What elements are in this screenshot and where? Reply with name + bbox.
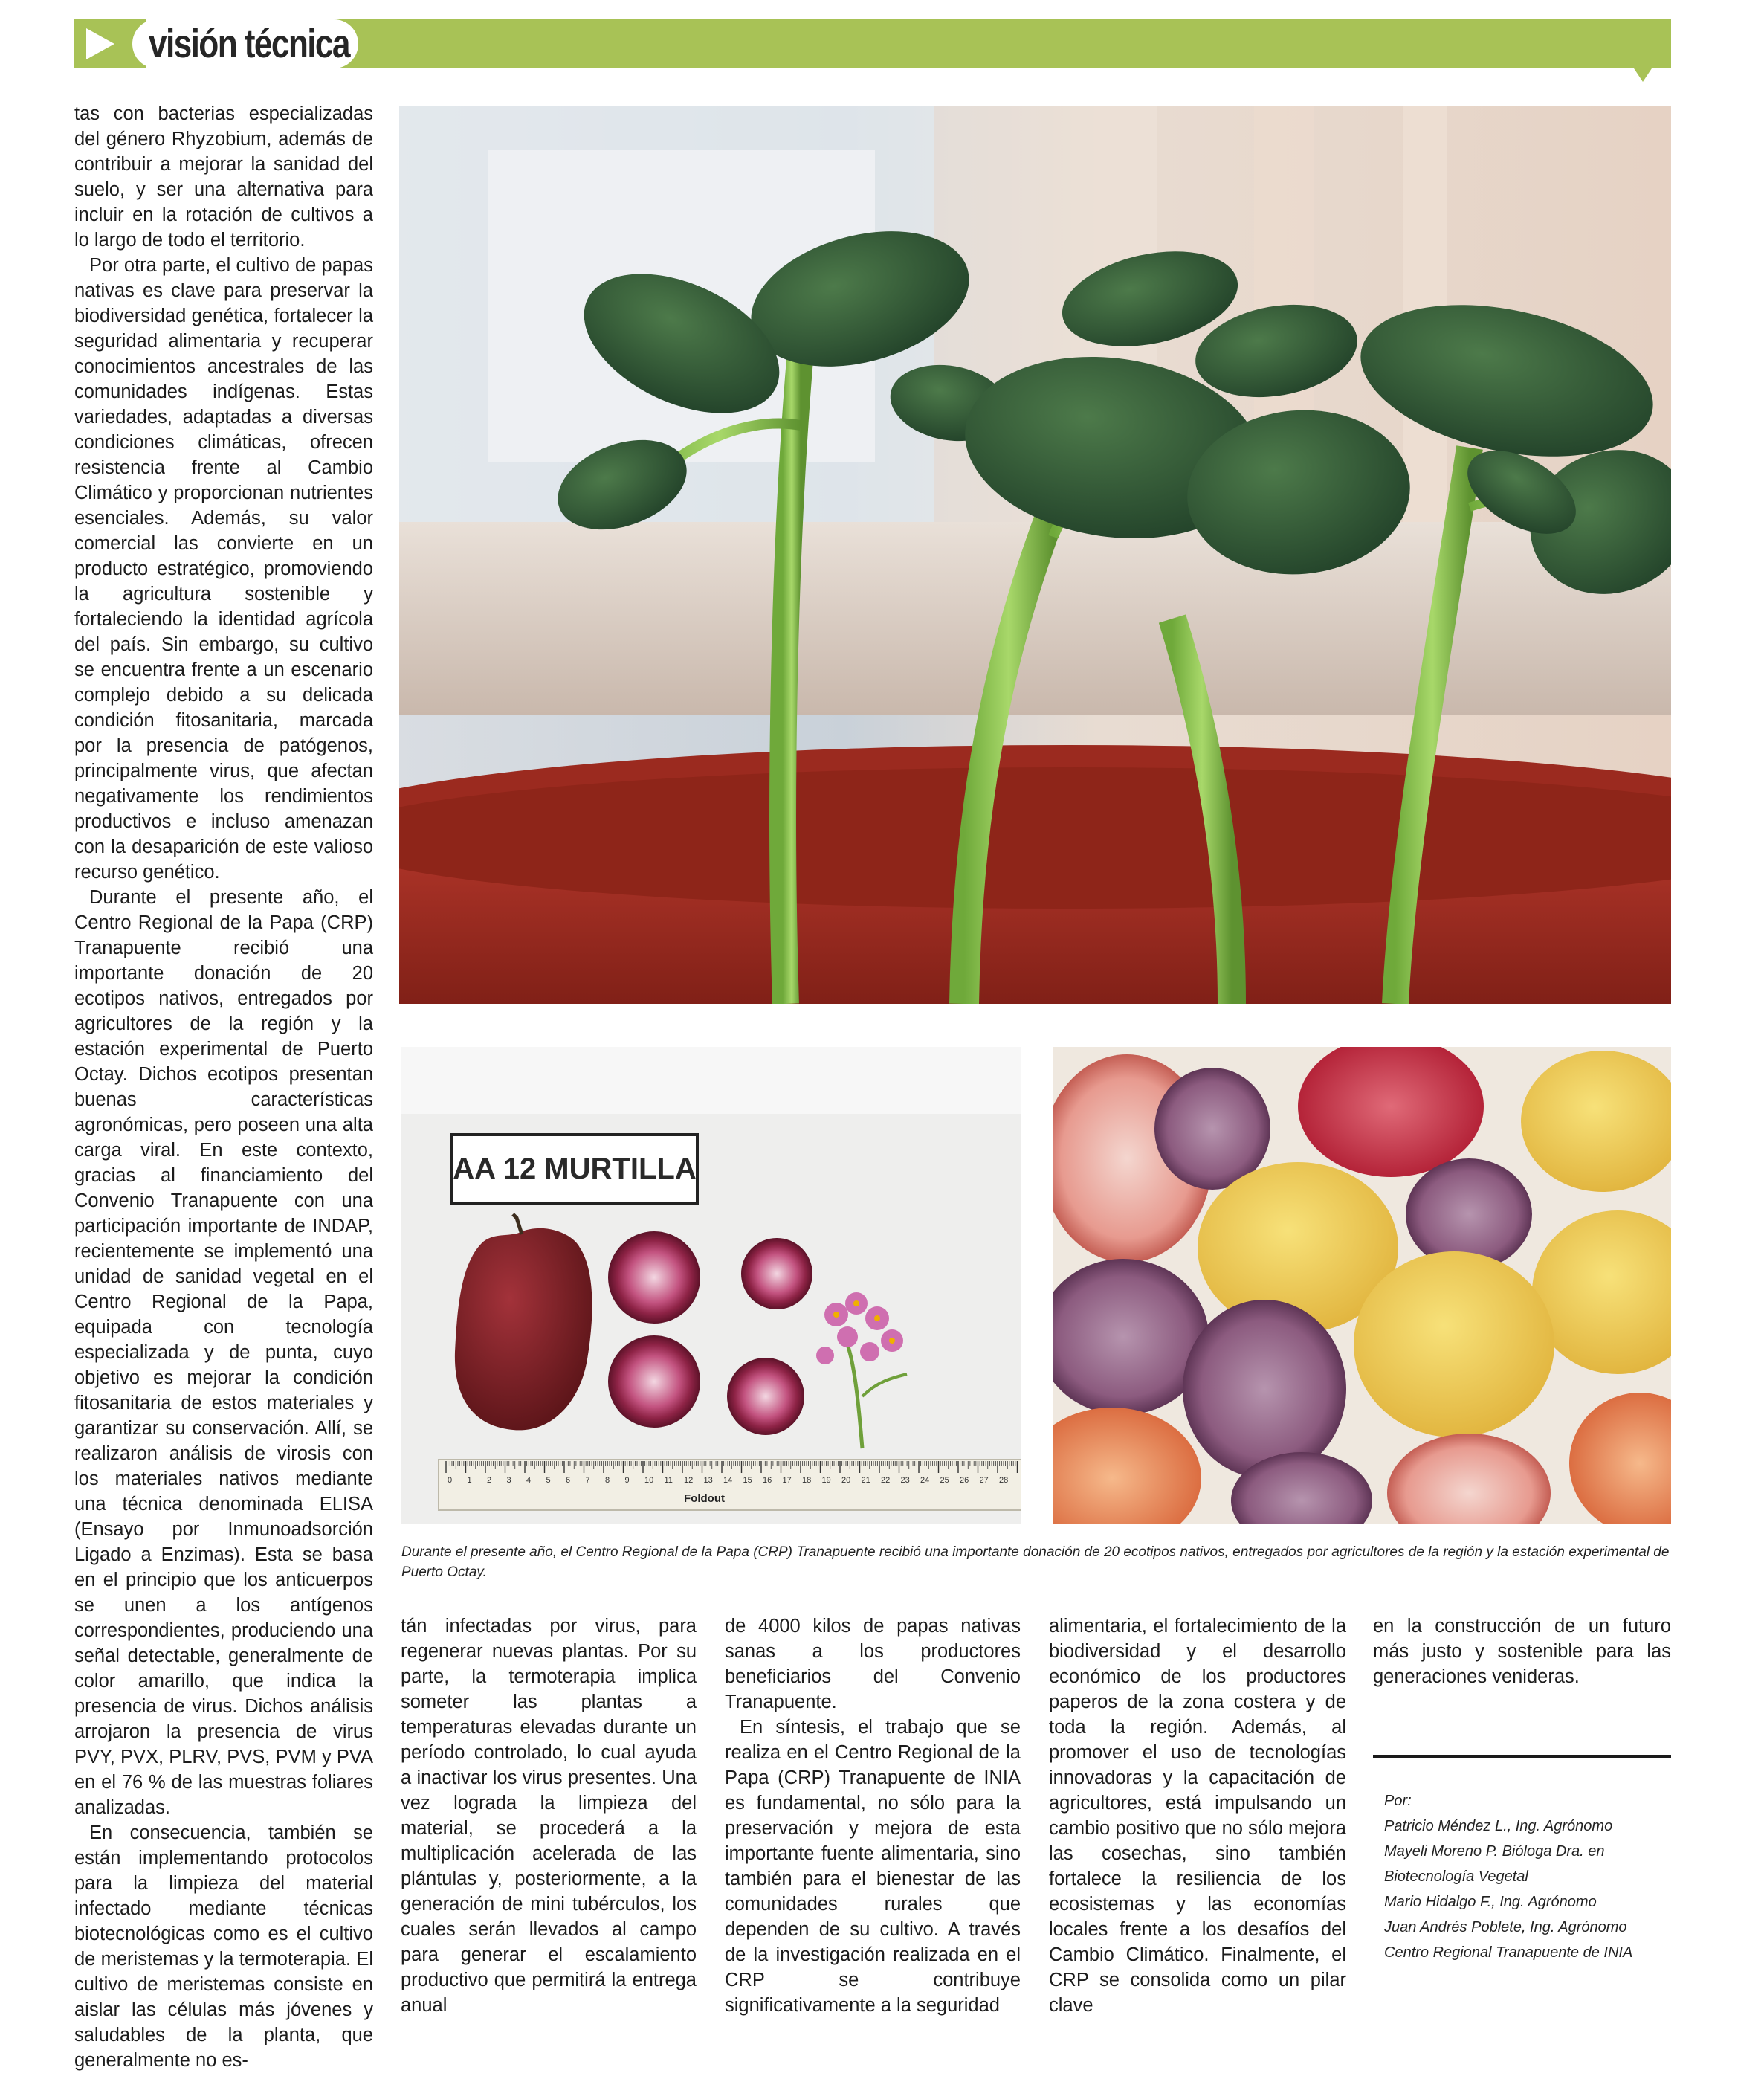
paragraph: tas con bacterias especializadas del género Rhyzobium, además de contribuir a mejorar la sanidad del suelo, y ser una alternativa para incluir en la rotación de cultivos a lo largo de todo el territorio. bbox=[74, 103, 373, 251]
ruler-number: 26 bbox=[960, 1476, 969, 1485]
ruler-number: 27 bbox=[979, 1476, 989, 1485]
ruler-number: 15 bbox=[743, 1476, 752, 1485]
credit-line: Patricio Méndez L., Ing. Agrónomo bbox=[1384, 1818, 1613, 1834]
paragraph: tán infectadas por virus, para regenerar nuevas plantas. Por su parte, la termoterapia implica someter las plantas a temperaturas elevadas durante un período controlado, lo cual ayuda a inactivar los virus presentes. Una vez lograda la limpieza del material, se procederá a la multiplicación acelerada de las plántulas y, posteriormente, a la generación de mini tubérculos, los cuales serán llevados al campo para generar el escalamiento productivo que permitirá la entrega anual bbox=[401, 1616, 697, 2016]
photo-caption: Durante el presente año, el Centro Regional de la Papa (CRP) Tranapuente recibió una importante donación de 20 ecotipos nativos, entregados por agricultores de la región y la estación experimental de Puerto Octay. bbox=[401, 1544, 1670, 1580]
ruler-number: 17 bbox=[782, 1476, 792, 1485]
ruler-number: 25 bbox=[940, 1476, 949, 1485]
credit-line: Mario Hidalgo F., Ing. Agrónomo bbox=[1384, 1894, 1597, 1910]
ruler-number: 4 bbox=[526, 1476, 532, 1485]
credit-line: Biotecnología Vegetal bbox=[1384, 1869, 1528, 1885]
section-title: visión técnica bbox=[149, 22, 349, 66]
paragraph: alimentaria, el fortalecimiento de la biodiversidad y el desarrollo económico de los productores paperos de la zona costera y de toda la región. Además, al promover el uso de tecnologías innovadoras y la capacitación de agricultores, está impulsando un cambio positivo que no sólo mejora las cosechas, sino también fortalece la resiliencia de los ecosistemas y las economías locales frente a los desafíos del Cambio Climático. Finalmente, el CRP se consolida como un pilar clave bbox=[1049, 1616, 1346, 2016]
ruler-number: 20 bbox=[841, 1476, 851, 1485]
ruler-number: 13 bbox=[703, 1476, 713, 1485]
credits-divider bbox=[1373, 1755, 1671, 1758]
ruler-number: 19 bbox=[821, 1476, 831, 1485]
photo-murtilla-variety bbox=[401, 1047, 1021, 1524]
paragraph: En consecuencia, también se están implementando protocolos para la limpieza del material infectado mediante técnicas biotecnológicas como es el cultivo de meristemas y la termoterapia. El cultivo de meristemas consiste en aislar las células más jóvenes y saludables de la planta, que generalmente no es- bbox=[74, 1822, 373, 2071]
credit-line: Juan Andrés Poblete, Ing. Agrónomo bbox=[1384, 1919, 1627, 1935]
paragraph: en la construcción de un futuro más justo y sostenible para las generaciones venideras. bbox=[1373, 1616, 1671, 1687]
photo-potato-slices bbox=[1053, 1047, 1671, 1524]
article-column-5 bbox=[1373, 1613, 1671, 1689]
credit-line: Centro Regional Tranapuente de INIA bbox=[1384, 1944, 1633, 1961]
paragraph: Por otra parte, el cultivo de papas nativas es clave para preservar la biodiversidad genética, fortalecer la seguridad alimentaria y recuperar conocimientos ancestrales de las comunidades indígenas. Estas variedades, adaptadas a diversas condiciones climáticas, ofrecen resistencia frente al Cambio Climático y proporcionan nutrientes esenciales. Además, su valor comercial las convierte en un producto estratégico, promoviendo la agricultura sostenible y fortaleciendo la identidad agrícola del país. Sin embargo, su cultivo se encuentra frente a un escenario complejo debido a su delicada condición fitosanitaria, marcada por la presencia de patógenos, principalmente virus, que afectan negativamente los rendimientos productivos e incluso amenazan con la desaparición de este valioso recurso genético. bbox=[74, 255, 373, 883]
ruler-number: 8 bbox=[605, 1476, 610, 1485]
ruler-number: 6 bbox=[566, 1476, 571, 1485]
ruler-number: 11 bbox=[664, 1476, 673, 1485]
credit-line: Mayeli Moreno P. Bióloga Dra. en bbox=[1384, 1843, 1605, 1860]
ruler-number: 3 bbox=[506, 1476, 511, 1485]
ruler-brand: Foldout bbox=[684, 1492, 725, 1505]
paragraph: Durante el presente año, el Centro Regional de la Papa (CRP) Tranapuente recibió una importante donación de 20 ecotipos nativos, entregados por agricultores de la región y la estación experimental de Puerto Octay. Dichos ecotipos presentan buenas características agronómicas, pero poseen una alta carga viral. En este contexto, gracias al financiamiento del Convenio Tranapuente con una participación importante de INDAP, recientemente se implementó una unidad de sanidad vegetal en el Centro Regional de la Papa, equipada con tecnología especializada y de punta, cuyo objetivo es mejorar la condición fitosanitaria de estos materiales y garantizar su conservación. Allí, se realizaron análisis de virosis con los materiales nativos mediante una técnica denominada ELISA (Ensayo por Inmunoadsorción Ligado a Enzimas). Esta se basa en el principio que los anticuerpos se unen a los antígenos correspondientes, produciendo una señal detectable, generalmente de color amarillo, que indica la presencia de virus. Dichos análisis arrojaron la presencia de virus PVY, PVX, PLRV, PVS, PVM y PVA en el 76 % de las muestras foliares analizadas. bbox=[74, 887, 373, 1818]
ruler-number: 0 bbox=[448, 1476, 453, 1485]
variety-label: AA 12 MURTILLA bbox=[453, 1152, 697, 1185]
hero-photo-seedlings bbox=[399, 106, 1671, 1004]
ruler-number: 2 bbox=[487, 1476, 492, 1485]
article-column-1 bbox=[74, 101, 373, 2073]
ruler-number: 21 bbox=[861, 1476, 870, 1485]
ruler-number: 14 bbox=[723, 1476, 733, 1485]
ruler-number: 18 bbox=[802, 1476, 812, 1485]
ruler-number: 5 bbox=[546, 1476, 551, 1485]
article-column-2 bbox=[401, 1613, 697, 2018]
paragraph: de 4000 kilos de papas nativas sanas a los productores beneficiarios del Convenio Tranapuente. bbox=[725, 1616, 1021, 1712]
ruler-number: 12 bbox=[684, 1476, 694, 1485]
ruler-number: 24 bbox=[920, 1476, 930, 1485]
ruler-number: 9 bbox=[624, 1476, 630, 1485]
article-column-3 bbox=[725, 1613, 1021, 2018]
ruler-number: 10 bbox=[644, 1476, 654, 1485]
article-column-4 bbox=[1049, 1613, 1346, 2018]
ruler-number: 23 bbox=[900, 1476, 910, 1485]
murtilla-scene bbox=[401, 1047, 1021, 1524]
paragraph: En síntesis, el trabajo que se realiza en el Centro Regional de la Papa (CRP) Tranapuente de INIA es fundamental, no sólo para la preservación y mejora de esta importante fuente alimentaria, sino también para el bienestar de las comunidades rurales que dependen de su cultivo. A través de la investigación realizada en el CRP se contribuye significativamente a la seguridad bbox=[725, 1717, 1021, 2016]
ruler-number: 28 bbox=[999, 1476, 1009, 1485]
ruler-number: 7 bbox=[585, 1476, 590, 1485]
credits-label: Por: bbox=[1384, 1793, 1412, 1809]
ruler-number: 16 bbox=[763, 1476, 772, 1485]
author-credits bbox=[1384, 1788, 1667, 1965]
ruler-number: 1 bbox=[467, 1476, 472, 1485]
ruler-number: 22 bbox=[881, 1476, 891, 1485]
